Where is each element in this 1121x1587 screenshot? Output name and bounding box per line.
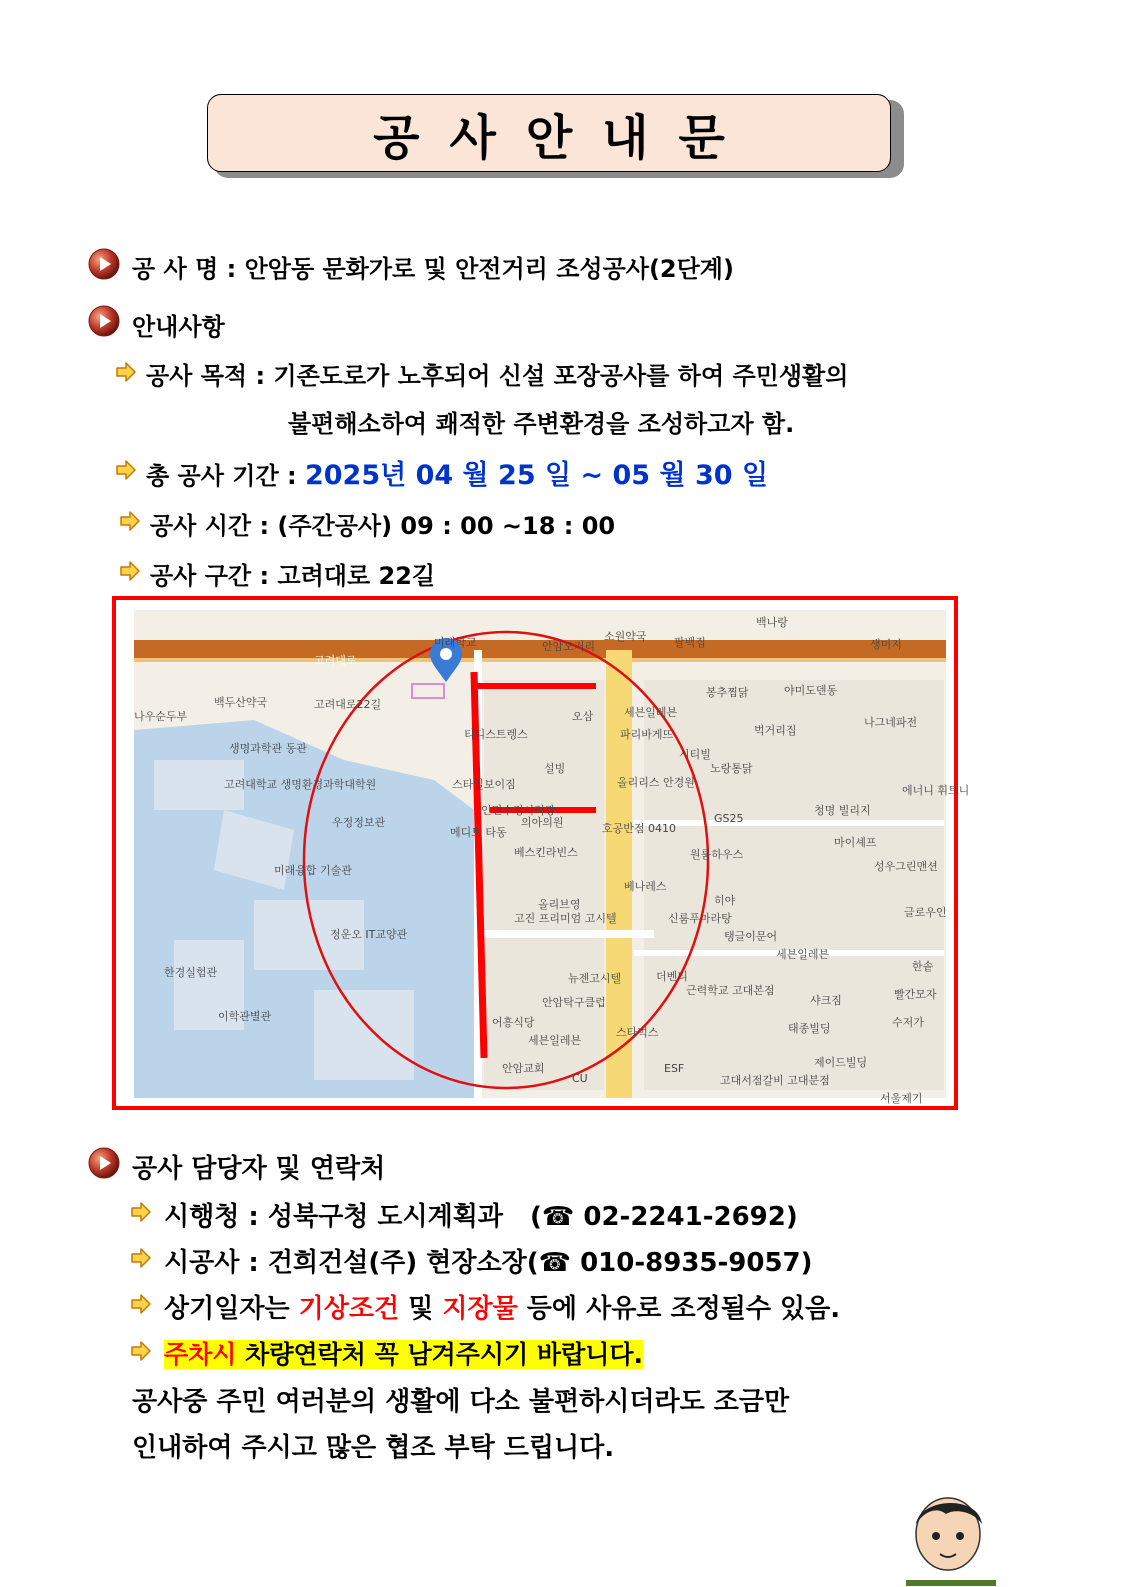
- map-place-label: 이학관별관: [218, 1010, 272, 1023]
- map-place-label: 한경실험관: [164, 966, 218, 979]
- period-value: 2025년 04 월 25 일 ~ 05 월 30 일: [304, 460, 769, 491]
- map-place-label: 세븐일레븐: [528, 1034, 582, 1047]
- map-place-label: 청명 빌리지: [814, 804, 871, 817]
- map-place-label: 시티빌: [679, 748, 711, 761]
- parking-post: 차량연락처 꼭 남겨주시기 바랍니다.: [245, 1340, 644, 1369]
- map-place-label: 고려대로: [314, 654, 357, 667]
- map-place-label: 나그네파전: [864, 716, 918, 729]
- map-place-label: 호공반점 0410: [602, 822, 676, 835]
- map-place-label: 고대서점갈비 고대분점: [720, 1074, 830, 1087]
- parking-note: [164, 1335, 643, 1371]
- map-place-label: 인민수정시력광: [481, 804, 556, 817]
- section-row: [150, 556, 435, 591]
- map-place-label: 소원약국: [604, 630, 647, 643]
- map-place-label: 탱글이문어: [724, 930, 778, 943]
- map-place-label: 스타벅스: [616, 1026, 659, 1039]
- agency-value: 성북구청 도시계획과: [267, 1202, 503, 1232]
- map-place-label: 미래학교: [434, 636, 477, 649]
- note-and: 및: [408, 1294, 434, 1324]
- map-place-label: 팔백집: [674, 636, 706, 649]
- map-place-label: 노랑통닭: [710, 762, 753, 775]
- map-place-label: 백나랑: [756, 616, 788, 629]
- note-pre: 상기일자는: [164, 1294, 290, 1324]
- section-label: 공사 구간 :: [150, 562, 270, 590]
- contractor-label: 시공사 :: [164, 1248, 259, 1278]
- purpose-line1: 기존도로가 노후되어 신설 포장공사를 하여 주민생활의: [273, 362, 849, 390]
- parking-pre: 주차시: [164, 1340, 237, 1369]
- map-place-label: 태종빌딩: [788, 1022, 831, 1035]
- arrow-bullet-icon: [130, 1201, 152, 1223]
- map-place-label: 베스킨라빈스: [514, 846, 578, 859]
- period-label: 총 공사 기간 :: [146, 462, 297, 490]
- contractor-row: [164, 1242, 813, 1279]
- map-place-label: 생미지: [870, 638, 902, 651]
- map-place-label: 빨간모자: [894, 988, 937, 1001]
- map-place-label: 세븐일레븐: [624, 706, 678, 719]
- contact-heading: 공사 담당자 및 연락처: [132, 1154, 386, 1184]
- map-place-label: 한솥: [912, 960, 934, 973]
- arrow-bullet-icon: [130, 1340, 152, 1362]
- map-place-label: 스타일보이짐: [452, 778, 516, 791]
- agency-row: [164, 1196, 798, 1233]
- map-place-label: 더벤티: [656, 970, 688, 983]
- construction-worker-illustration: [886, 1494, 1016, 1584]
- notice-heading: 안내사항: [132, 313, 225, 341]
- contractor-phone: (☎ 010-8935-9057): [526, 1248, 813, 1278]
- map-place-label: 봉추찜닭: [706, 686, 749, 699]
- map-place-label: 올리브영: [538, 898, 581, 911]
- hours-value: (주간공사) 09 : 00 ~18 : 00: [277, 512, 616, 540]
- map-place-label: 제이드빌딩: [814, 1056, 868, 1069]
- project-label: 공 사 명 :: [132, 255, 237, 283]
- map-place-label: 원룸하우스: [690, 848, 744, 861]
- agency-phone: (☎ 02-2241-2692): [530, 1202, 798, 1232]
- map-place-label: 벅거리집: [754, 724, 797, 737]
- map-place-label: 안암교회: [502, 1062, 545, 1075]
- hours-label: 공사 시간 :: [150, 512, 270, 540]
- project-row: [132, 249, 734, 284]
- note-obstacle: 지장물: [442, 1294, 518, 1324]
- map-place-label: 에너니 휘트니: [902, 784, 970, 797]
- arrow-bullet-icon: [119, 510, 141, 532]
- map-place-label: 미래융합 기술관: [274, 864, 352, 877]
- play-bullet-icon: [88, 248, 120, 280]
- map-place-label: 안암오거리: [542, 640, 596, 653]
- map-place-label: 백두산약국: [214, 696, 268, 709]
- map-place-label: 야미도덴동: [784, 684, 838, 697]
- note-weather: 기상조건: [298, 1294, 400, 1324]
- map-place-label: 베나레스: [624, 880, 667, 893]
- closing-line1: 공사중 주민 여러분의 생활에 다소 불편하시더라도 조금만: [132, 1387, 790, 1417]
- note-post: 등에 사유로 조정될수 있음.: [526, 1294, 841, 1324]
- hours-row: [150, 506, 615, 541]
- project-name: 안암동 문화가로 및 안전거리 조성공사(2단계): [244, 255, 734, 283]
- map-place-label: 마이셰프: [834, 836, 877, 849]
- map-place-label: CU: [572, 1072, 588, 1085]
- map-place-label: 세븐일레븐: [776, 948, 830, 961]
- closing-line2: 인내하여 주시고 많은 협조 부탁 드립니다.: [132, 1433, 615, 1463]
- period-row: [146, 453, 768, 492]
- map-place-label: 파리바게뜨: [620, 728, 674, 741]
- title-box: [207, 94, 891, 172]
- map-place-label: 메디트 타동: [450, 826, 507, 839]
- arrow-bullet-icon: [130, 1247, 152, 1269]
- map-place-label: 서울제기: [880, 1092, 923, 1105]
- map-place-label: 의아의원: [521, 816, 564, 829]
- schedule-note: [164, 1288, 840, 1325]
- page-title: 공사안내문: [373, 109, 755, 166]
- purpose-line2: 불편해소하여 쾌적한 주변환경을 조성하고자 함.: [288, 410, 795, 438]
- arrow-bullet-icon: [115, 361, 137, 383]
- purpose-label: 공사 목적 :: [146, 362, 266, 390]
- arrow-bullet-icon: [119, 560, 141, 582]
- map-place-label: 히야: [714, 894, 736, 907]
- section-value: 고려대로 22길: [277, 562, 436, 590]
- arrow-bullet-icon: [130, 1293, 152, 1315]
- map-place-label: 나우순두부: [134, 710, 188, 723]
- map-place-label: 올리리스 안경원: [617, 776, 695, 789]
- play-bullet-icon: [88, 1147, 120, 1179]
- map-place-label: 성우그린맨션: [874, 860, 938, 873]
- map-place-label: 생명과학관 동관: [229, 742, 307, 755]
- map-place-label: 어흥식당: [492, 1016, 535, 1029]
- map-place-label: 오삼: [572, 710, 594, 723]
- map-place-label: 티디스트렝스: [464, 728, 528, 741]
- map-place-label: 글로우인: [904, 906, 947, 919]
- map-place-label: 우정정보관: [332, 816, 386, 829]
- contractor-value: 건희건설(주) 현장소장: [267, 1248, 527, 1278]
- construction-map-frame: [112, 596, 970, 1110]
- map-place-label: 설빙: [544, 762, 566, 775]
- map-place-label: GS25: [714, 812, 744, 825]
- map-place-label: 고진 프리미엄 고시텔: [514, 912, 617, 925]
- purpose-row: [146, 356, 848, 391]
- map-place-label: 신룸푸마라탕: [668, 912, 732, 925]
- map-place-label: 안암탁구클럽: [542, 996, 606, 1009]
- arrow-bullet-icon: [115, 459, 137, 481]
- play-bullet-icon: [88, 305, 120, 337]
- agency-label: 시행청 :: [164, 1202, 259, 1232]
- construction-map[interactable]: [134, 610, 970, 1105]
- map-place-label: 근력학교 고대본점: [686, 984, 775, 997]
- map-place-label: 고려대학교 생명환경과학대학원: [224, 778, 377, 791]
- map-place-label: 뉴젠고시텔: [568, 972, 622, 985]
- map-place-label: ESF: [664, 1062, 685, 1075]
- map-place-label: 정운오 IT교양관: [330, 928, 408, 941]
- map-place-label: 샤크짐: [810, 994, 842, 1007]
- worker-body: [886, 1580, 1016, 1586]
- map-place-label: 고려대로22길: [314, 698, 382, 711]
- map-place-label: 수저가: [892, 1016, 924, 1029]
